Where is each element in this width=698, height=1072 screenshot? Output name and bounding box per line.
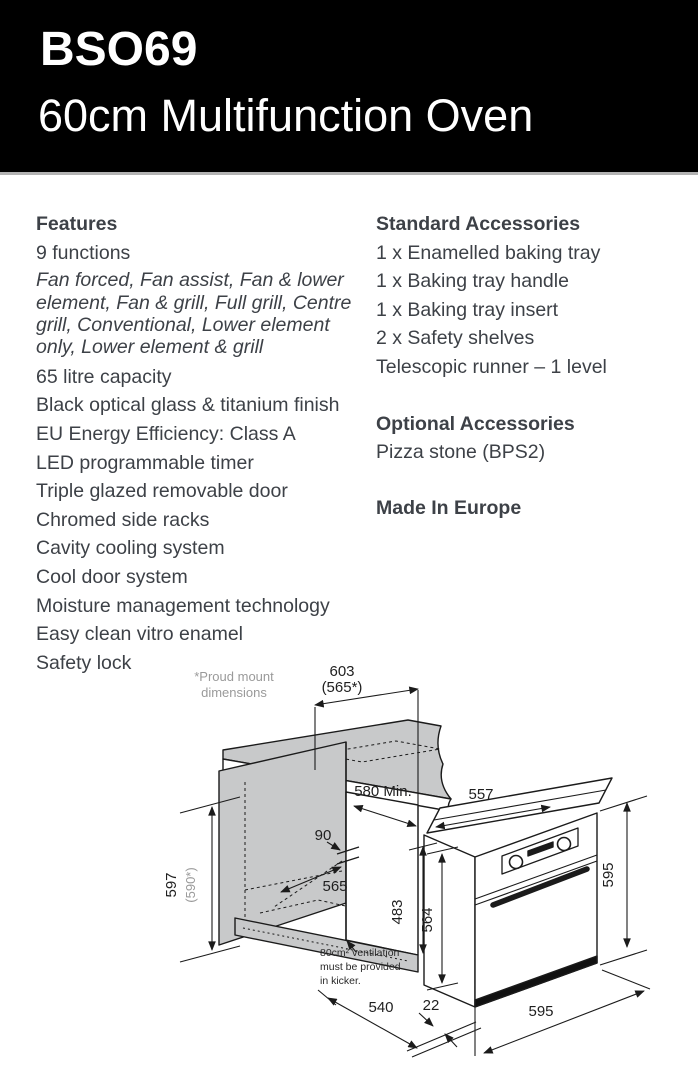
accessory-item: Telescopic runner – 1 level — [376, 355, 607, 378]
optional-accessories-title: Optional Accessories — [376, 412, 575, 435]
feature-item: Cavity cooling system — [36, 537, 225, 560]
standard-accessories-title: Standard Accessories — [376, 213, 581, 235]
dim-595-bottom: 595 — [528, 1003, 554, 1020]
dim-564: 564 — [419, 907, 436, 933]
dim-483: 483 — [389, 899, 406, 925]
product-subtitle: 60cm Multifunction Oven — [38, 90, 534, 141]
dim-590-proud: (590*) — [183, 867, 198, 903]
dim-540: 540 — [368, 999, 394, 1016]
accessory-item: Pizza stone (BPS2) — [376, 441, 546, 464]
accessory-item: 1 x Baking tray insert — [376, 298, 559, 321]
header-divider — [0, 172, 698, 175]
feature-item: 9 functions — [36, 241, 131, 264]
vent-note-line3: in kicker. — [320, 975, 361, 987]
feature-item: Black optical glass & titanium finish — [36, 394, 340, 417]
model-number: BSO69 — [40, 23, 198, 76]
feature-item: Easy clean vitro enamel — [36, 623, 244, 646]
dim-565: 565 — [322, 878, 348, 895]
features-section — [36, 210, 372, 677]
origin-label: Made In Europe — [376, 496, 522, 519]
dim-597: 597 — [163, 872, 180, 898]
dim-557: 557 — [468, 786, 494, 803]
feature-item: Safety lock — [36, 651, 132, 674]
proud-mount-note-line1: *Proud mount — [194, 669, 274, 684]
accessory-item: 1 x Enamelled baking tray — [376, 241, 601, 264]
proud-mount-note-line2: dimensions — [201, 685, 267, 700]
vent-note-line1: 80cm² ventilation — [320, 947, 400, 959]
accessory-item: 2 x Safety shelves — [376, 327, 535, 350]
accessories-section — [376, 210, 688, 522]
features-title: Features — [36, 213, 118, 235]
feature-item: Chromed side racks — [36, 508, 210, 531]
dim-603: 603 — [329, 663, 355, 680]
accessory-item: 1 x Baking tray handle — [376, 270, 569, 293]
feature-item: EU Energy Efficiency: Class A — [36, 423, 296, 445]
installation-diagram — [150, 650, 698, 1072]
dim-595-right: 595 — [600, 862, 617, 888]
feature-item: LED programmable timer — [36, 451, 254, 474]
dim-22: 22 — [422, 997, 440, 1014]
vent-note-line2: must be provided — [320, 961, 401, 973]
dim-565-proud: (565*) — [321, 679, 363, 696]
header-band — [0, 0, 698, 172]
feature-item: Cool door system — [36, 565, 188, 588]
feature-item: 65 litre capacity — [36, 365, 172, 388]
cabinet-drawing — [219, 720, 451, 972]
dim-580-min: 580 Min. — [354, 783, 412, 800]
dim-90: 90 — [314, 827, 332, 844]
feature-item: Moisture management technology — [36, 594, 330, 617]
functions-detail: Fan forced, Fan assist, Fan & lower element, Fan & grill, Full grill, Centre grill, Conventional, Lower element only, Lower element & grill — [36, 269, 352, 359]
feature-item: Triple glazed removable door — [36, 480, 288, 503]
